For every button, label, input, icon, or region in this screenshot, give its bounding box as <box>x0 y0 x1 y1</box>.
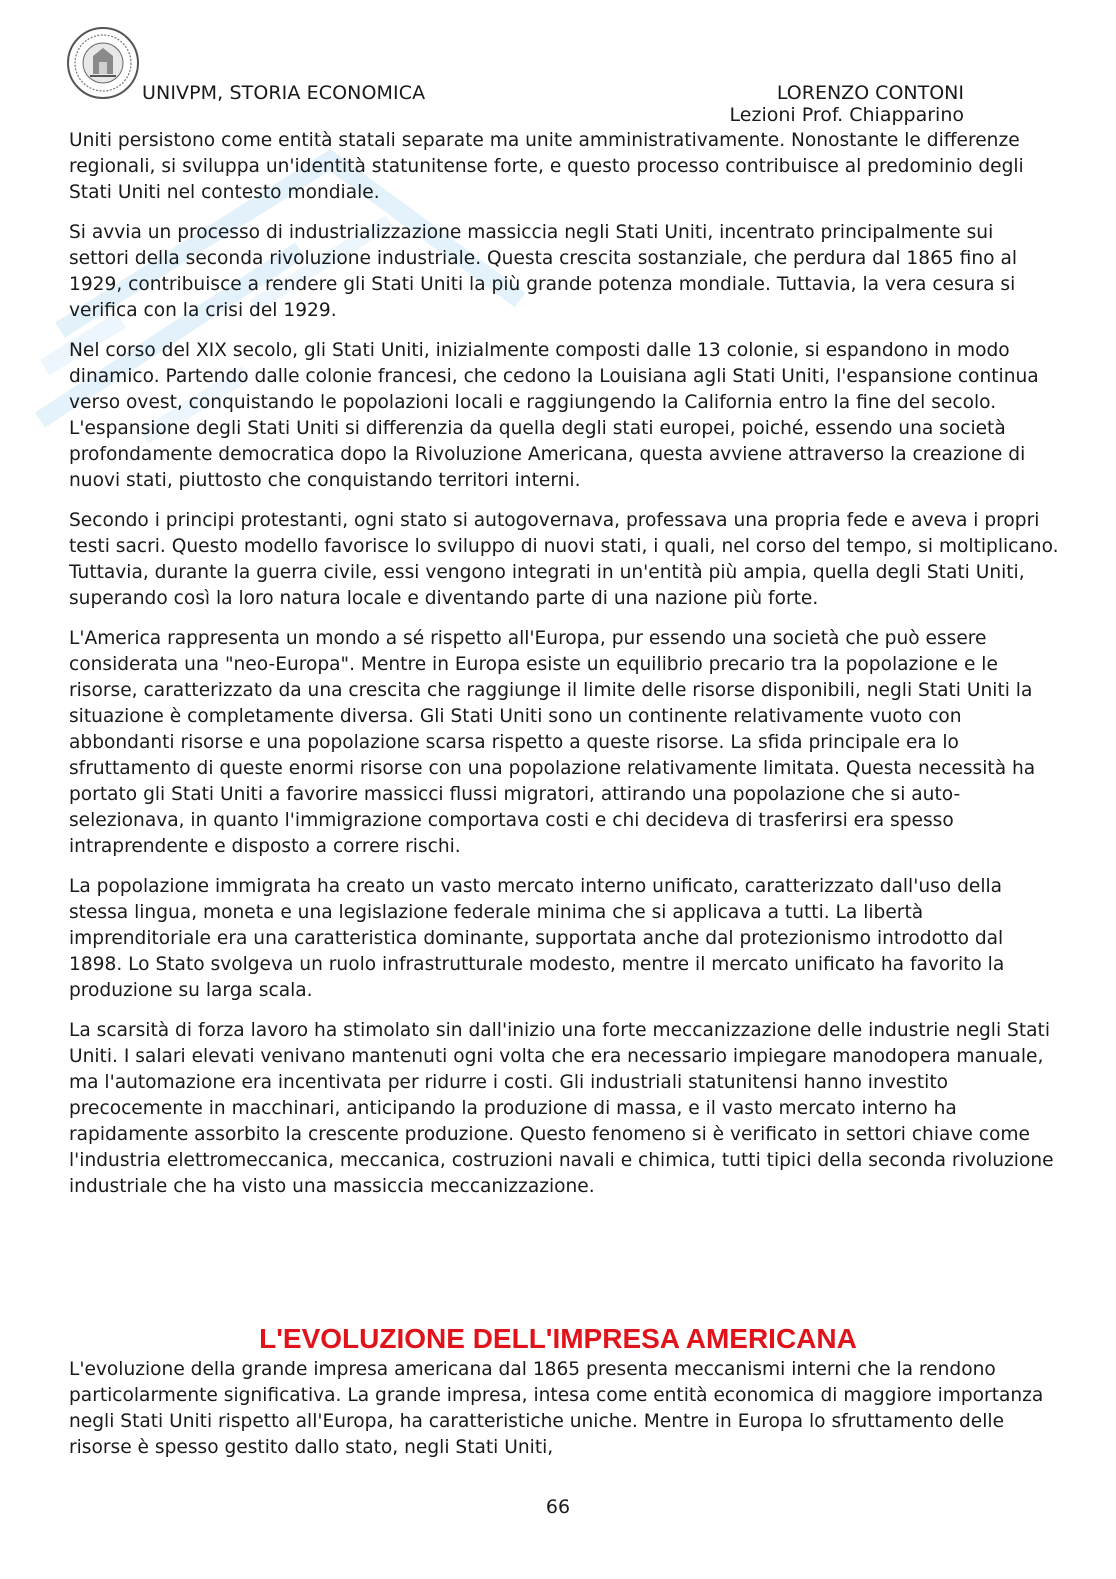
body-text <box>69 128 1059 1214</box>
header-author <box>730 82 964 126</box>
university-seal-icon <box>66 26 140 100</box>
section-heading: L'EVOLUZIONE DELL'IMPRESA AMERICANA <box>259 1323 857 1354</box>
page-number: 66 <box>545 1496 571 1518</box>
paragraph: L'America rappresenta un mondo a sé rispetto all'Europa, pur essendo una società che può essere considerata una "neo-Europa". Mentre in Europa esiste un equilibrio precario tra la popolazione e le risorse, caratterizzato da una crescita che raggiunge il limite delle risorse disponibili, negli Stati Uniti la situazione è completamente diversa. Gli Stati Uniti sono un continente relativamente vuoto con abbondanti risorse e una popolazione scarsa rispetto a queste risorse. La sfida principale era lo sfruttamento di queste enormi risorse con una popolazione relativamente limitata. Questa necessità ha portato gli Stati Uniti a favorire massicci flussi migratori, attirando una popolazione che si auto-selezionava, in quanto l'immigrazione comportava costi e chi decideva di trasferirsi era spesso intraprendente e disposto a correre rischi. <box>69 628 1036 857</box>
header-professor: Lezioni Prof. Chiapparino <box>729 104 964 126</box>
paragraph: Si avvia un processo di industrializzazione massiccia negli Stati Uniti, incentrato principalmente sui settori della seconda rivoluzione industriale. Questa crescita sostanziale, che perdura dal 1865 fino al 1929, contribuisce a rendere gli Stati Uniti la più grande potenza mondiale. Tuttavia, la vera cesura si verifica con la crisi del 1929. <box>69 222 1017 321</box>
header-course: UNIVPM, STORIA ECONOMICA <box>142 82 426 104</box>
section-body <box>69 1357 1059 1461</box>
paragraph: L'evoluzione della grande impresa americana dal 1865 presenta meccanismi interni che la rendono particolarmente significativa. La grande impresa, intesa come entità economica di maggiore importanza negli Stati Uniti rispetto all'Europa, ha caratteristiche uniche. Mentre in Europa lo sfruttamento delle risorse è spesso gestito dallo stato, negli Stati Uniti, <box>69 1359 1044 1458</box>
paragraph: La scarsità di forza lavoro ha stimolato sin dall'inizio una forte meccanizzazione delle industrie negli Stati Uniti. I salari elevati venivano mantenuti ogni volta che era necessario impiegare manodopera manuale, ma l'automazione era incentivata per ridurre i costi. Gli industriali statunitensi hanno investito precocemente in macchinari, anticipando la produzione di massa, e il vasto mercato interno ha rapidamente assorbito la crescente produzione. Questo fenomeno si è verificato in settori chiave come l'industria elettromeccanica, meccanica, costruzioni navali e chimica, tutti tipici della seconda rivoluzione industriale che ha visto una massiccia meccanizzazione. <box>69 1020 1054 1197</box>
paragraph: La popolazione immigrata ha creato un vasto mercato interno unificato, caratterizzato dall'uso della stessa lingua, moneta e una legislazione federale minima che si applicava a tutti. La libertà imprenditoriale era una caratteristica dominante, supportata anche dal protezionismo introdotto dal 1898. Lo Stato svolgeva un ruolo infrastrutturale modesto, mentre il mercato unificato ha favorito la produzione su larga scala. <box>69 876 1005 1001</box>
paragraph: Nel corso del XIX secolo, gli Stati Uniti, inizialmente composti dalle 13 colonie, si espandono in modo dinamico. Partendo dalle colonie francesi, che cedono la Louisiana agli Stati Uniti, l'espansione continua verso ovest, conquistando le popolazioni locali e raggiungendo la California entro la fine del secolo. L'espansione degli Stati Uniti si differenzia da quella degli stati europei, poiché, essendo una società profondamente democratica dopo la Rivoluzione Americana, questa avviene attraverso la creazione di nuovi stati, piuttosto che conquistando territori interni. <box>69 340 1039 491</box>
paragraph: Uniti persistono come entità statali separate ma unite amministrativamente. Nonostante le differenze regionali, si sviluppa un'identità statunitense forte, e questo processo contribuisce al predominio degli Stati Uniti nel contesto mondiale. <box>69 130 1024 203</box>
header-author-name: LORENZO CONTONI <box>776 82 964 104</box>
paragraph: Secondo i principi protestanti, ogni stato si autogovernava, professava una propria fede e aveva i propri testi sacri. Questo modello favorisce lo sviluppo di nuovi stati, i quali, nel corso del tempo, si moltiplicano. Tuttavia, durante la guerra civile, essi vengono integrati in un'entità più ampia, quella degli Stati Uniti, superando così la loro natura locale e diventando parte di una nazione più forte. <box>69 510 1059 609</box>
